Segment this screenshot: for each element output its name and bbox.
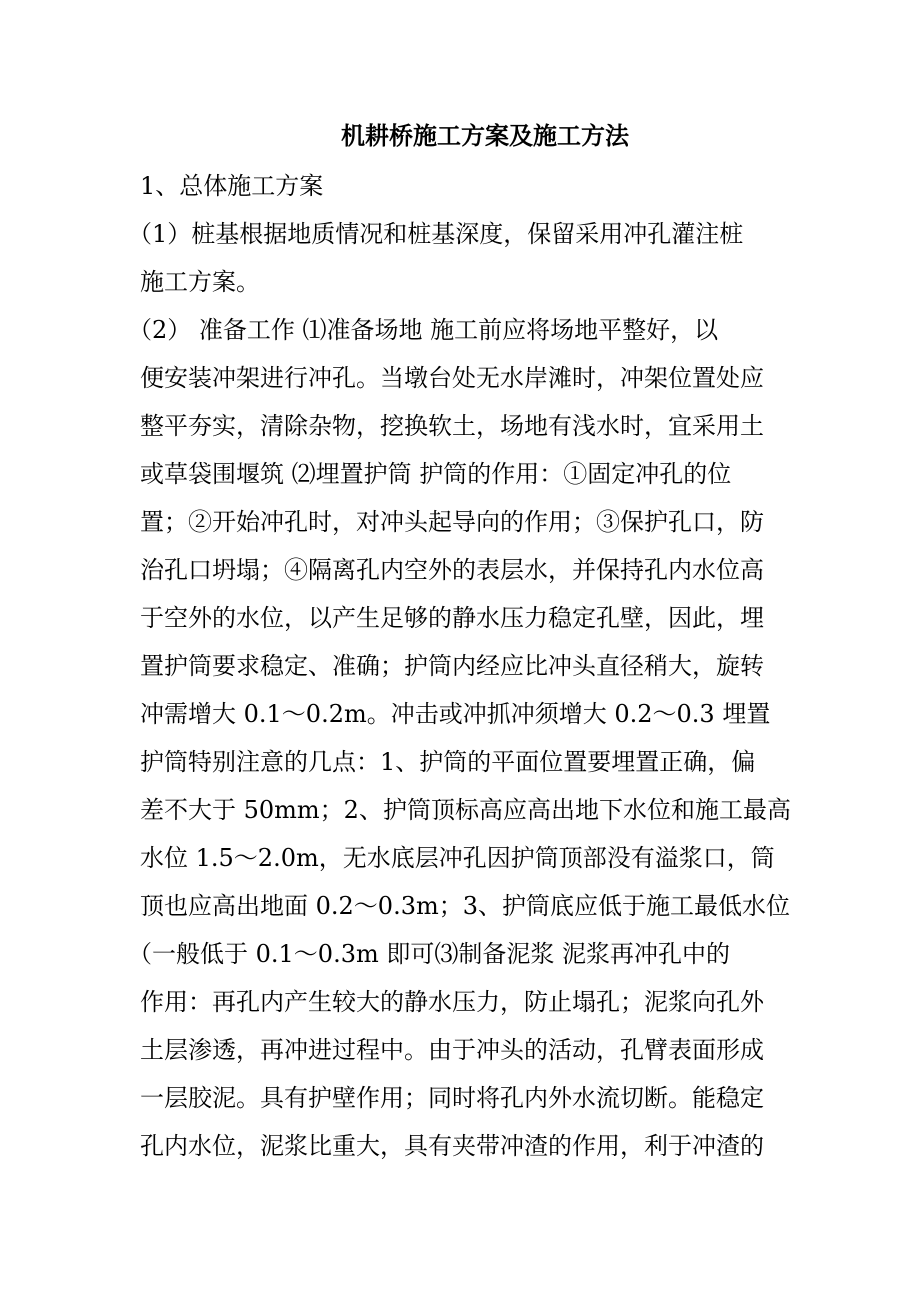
paragraph-line: 或草袋围堰筑 ⑵埋置护筒 护筒的作用：①固定冲孔的位 [140,460,732,488]
paragraph-line: （一般低于 0.1～0.3m 即可⑶制备泥浆 泥浆再冲孔中的 [128,940,730,968]
paragraph-line: 水位 1.5～2.0m，无水底层冲孔因护筒顶部没有溢浆口，筒 [140,844,775,872]
paragraph-line: （2） 准备工作 ⑴准备场地 施工前应将场地平整好，以 [128,316,719,344]
paragraph-line: 整平夯实，清除杂物，挖换软土，场地有浅水时，宜采用土 [140,412,764,440]
paragraph-line: 护筒特别注意的几点：1、护筒的平面位置要埋置正确，偏 [140,748,756,776]
section-heading: 1、总体施工方案 [140,172,324,200]
paragraph-line: 土层渗透，再冲进过程中。由于冲头的活动，孔臂表面形成 [140,1036,764,1064]
paragraph-line: 冲需增大 0.1～0.2m。冲击或冲抓冲须增大 0.2～0.3 埋置 [140,700,771,728]
paragraph-line: 施工方案。 [140,268,260,296]
paragraph-line: 差不大于 50mm；2、护筒顶标高应高出地下水位和施工最高 [140,796,791,824]
paragraph-line: 作用：再孔内产生较大的静水压力，防止塌孔；泥浆向孔外 [140,988,764,1016]
paragraph-line: 置；②开始冲孔时，对冲头起导向的作用；③保护孔口，防 [140,508,764,536]
paragraph-line: 治孔口坍塌；④隔离孔内空外的表层水，并保持孔内水位高 [140,556,764,584]
paragraph-line: 孔内水位，泥浆比重大，具有夹带冲渣的作用，利于冲渣的 [140,1132,764,1160]
document-title: 机耕桥施工方案及施工方法 [341,121,629,150]
paragraph-line: 于空外的水位，以产生足够的静水压力稳定孔壁，因此，埋 [140,604,764,632]
paragraph-line: 顶也应高出地面 0.2～0.3m；3、护筒底应低于施工最低水位 [140,892,790,920]
paragraph-line: 置护筒要求稳定、准确；护筒内经应比冲头直径稍大，旋转 [140,652,764,680]
paragraph-line: 一层胶泥。具有护壁作用；同时将孔内外水流切断。能稳定 [140,1084,764,1112]
paragraph-line: 便安装冲架进行冲孔。当墩台处无水岸滩时，冲架位置处应 [140,364,764,392]
paragraph-line: （1）桩基根据地质情况和桩基深度，保留采用冲孔灌注桩 [128,220,744,248]
